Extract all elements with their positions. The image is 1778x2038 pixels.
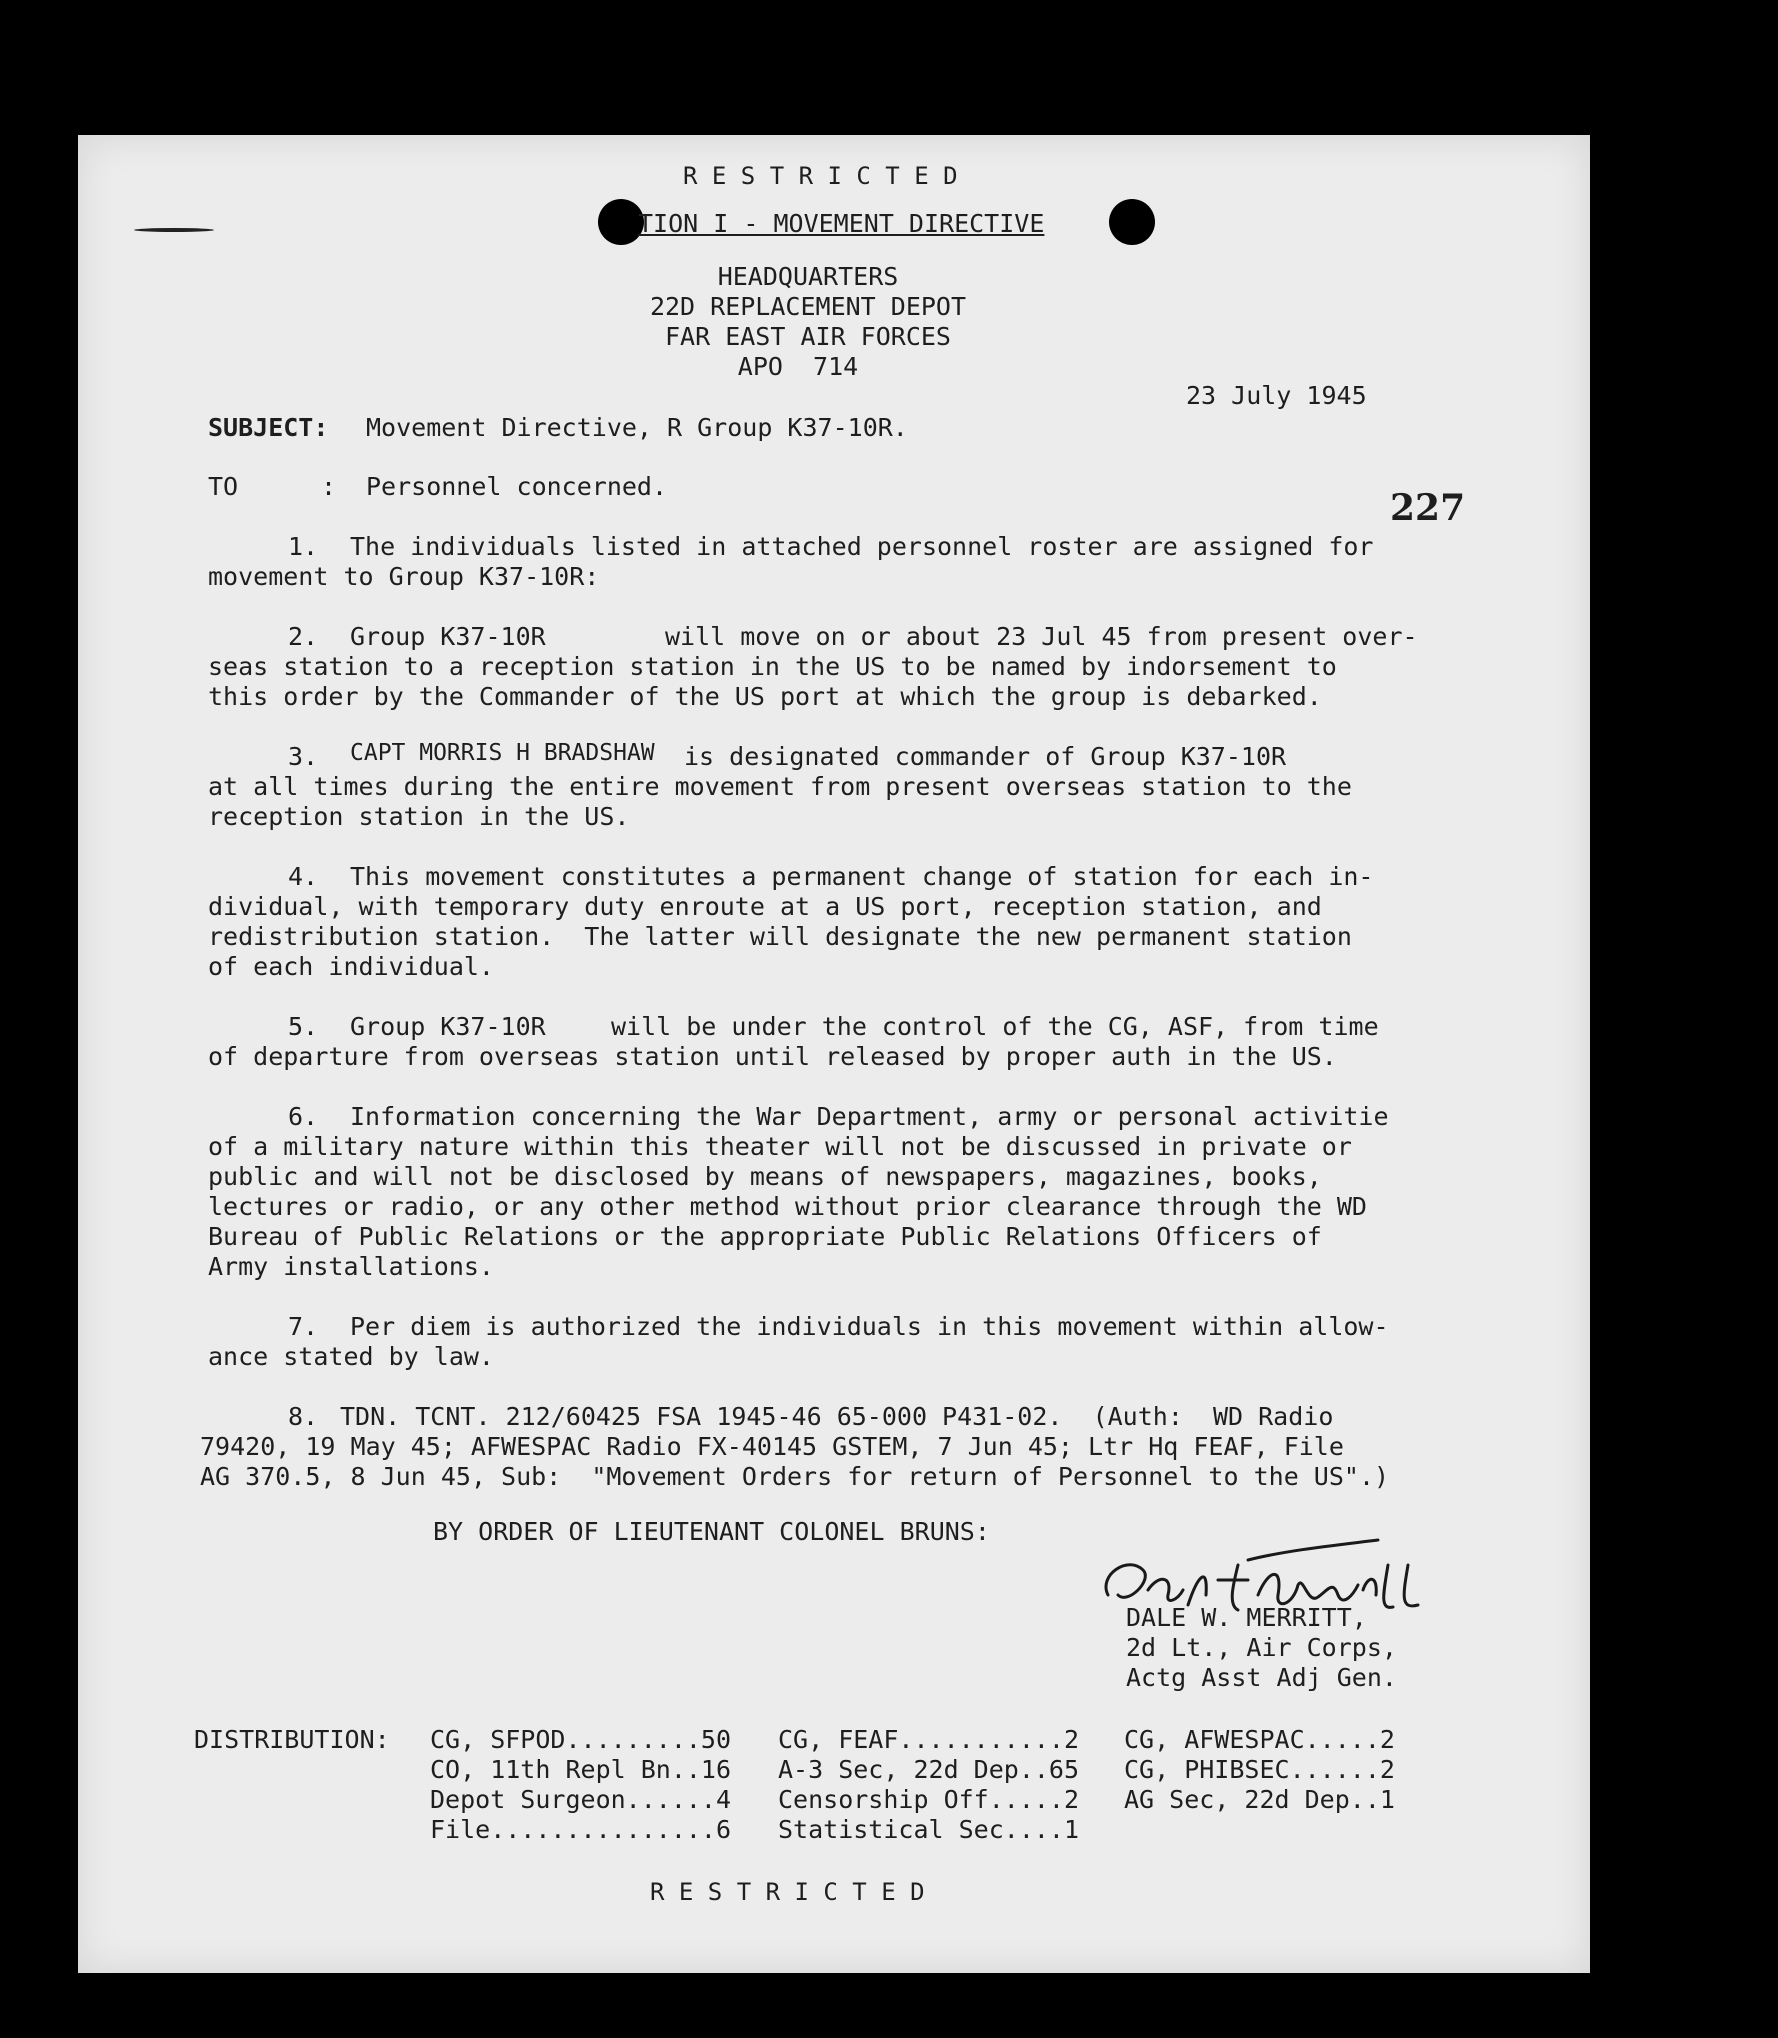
distribution-col1-row1: CG, SFPOD.........50 [430, 1725, 732, 1754]
punch-hole-right [1109, 199, 1155, 245]
para-6-line-6: Army installations. [208, 1252, 494, 1281]
para-6-num: 6. [288, 1102, 319, 1131]
para-5-line-1: of departure from overseas station until released by proper auth in the US. [208, 1042, 1337, 1071]
classification-bottom: R E S T R I C T E D [650, 1878, 925, 1906]
para-2-rest: will move on or about 23 Jul 45 from present over- [665, 622, 1418, 651]
para-3-commander: CAPT MORRIS H BRADSHAW [350, 740, 655, 766]
para-3-line-1: at all times during the entire movement from present overseas station to the [208, 772, 1352, 801]
distribution-col3-row2: CG, PHIBSEC......2 [1124, 1755, 1395, 1784]
para-1-line-1: The individuals listed in attached personnel roster are assigned for [350, 532, 1374, 561]
signer-title: Actg Asst Adj Gen. [1126, 1663, 1397, 1692]
para-1-num: 1. [288, 532, 319, 561]
to-colon: : [321, 472, 337, 501]
hq-line-3: FAR EAST AIR FORCES [665, 322, 951, 351]
order-line: BY ORDER OF LIEUTENANT COLONEL BRUNS: [433, 1517, 990, 1546]
document-date: 23 July 1945 [1186, 381, 1367, 410]
para-3-rest: is designated commander of Group K37-10R [684, 742, 1287, 771]
distribution-col1-row4: File...............6 [430, 1815, 732, 1844]
distribution-col2-row1: CG, FEAF...........2 [778, 1725, 1080, 1754]
smudge [134, 228, 214, 232]
para-3-line-2: reception station in the US. [208, 802, 630, 831]
para-8-num: 8. [288, 1402, 319, 1431]
para-6-line-4: lectures or radio, or any other method without prior clearance through the WD [208, 1192, 1367, 1221]
para-4-num: 4. [288, 862, 319, 891]
hq-line-4: APO 714 [737, 352, 859, 381]
para-8-line-1: TDN. TCNT. 212/60425 FSA 1945-46 65-000 P431-02. (Auth: WD Radio [340, 1402, 1334, 1431]
hq-line-2: 22D REPLACEMENT DEPOT [649, 292, 967, 321]
para-4-line-1: This movement constitutes a permanent change of station for each in- [350, 862, 1374, 891]
classification-top: R E S T R I C T E D [683, 162, 958, 190]
distribution-col3-row1: CG, AFWESPAC.....2 [1124, 1725, 1395, 1754]
para-8-line-2: 79420, 19 May 45; AFWESPAC Radio FX-40145 GSTEM, 7 Jun 45; Ltr Hq FEAF, File [200, 1432, 1344, 1461]
distribution-col1-row2: CO, 11th Repl Bn..16 [430, 1755, 732, 1784]
subject-text: Movement Directive, R Group K37-10R. [366, 413, 908, 442]
signer-name: DALE W. MERRITT, [1126, 1603, 1367, 1632]
para-4-line-2: dividual, with temporary duty enroute at a US port, reception station, and [208, 892, 1322, 921]
para-6-line-5: Bureau of Public Relations or the appropriate Public Relations Officers of [208, 1222, 1322, 1251]
distribution-col1-row3: Depot Surgeon......4 [430, 1785, 732, 1814]
para-2-line-2: this order by the Commander of the US port at which the group is debarked. [208, 682, 1322, 711]
para-2-line-1: seas station to a reception station in the US to be named by indorsement to [208, 652, 1337, 681]
para-5-rest: will be under the control of the CG, ASF, from time [611, 1012, 1379, 1041]
para-8-line-3: AG 370.5, 8 Jun 45, Sub: "Movement Orders for return of Personnel to the US".) [200, 1462, 1390, 1491]
distribution-col2-row4: Statistical Sec....1 [778, 1815, 1080, 1844]
distribution-col2-row2: A-3 Sec, 22d Dep..65 [778, 1755, 1080, 1784]
para-7-line-2: ance stated by law. [208, 1342, 494, 1371]
para-4-line-3: redistribution station. The latter will designate the new permanent station [208, 922, 1352, 951]
para-5-num: 5. [288, 1012, 319, 1041]
to-label: TO [208, 472, 239, 501]
to-text: Personnel concerned. [366, 472, 668, 501]
para-6-line-1: Information concerning the War Department, army or personal activitie [350, 1102, 1389, 1131]
distribution-col3-row3: AG Sec, 22d Dep..1 [1124, 1785, 1395, 1814]
document-page [78, 135, 1590, 1973]
para-2-group: Group K37-10R [350, 622, 546, 651]
distribution-label: DISTRIBUTION: [194, 1725, 390, 1754]
para-3-num: 3. [288, 742, 319, 771]
para-5-group: Group K37-10R [350, 1012, 546, 1041]
hq-line-1: HEADQUARTERS [717, 262, 899, 291]
section-title: TION I - MOVEMENT DIRECTIVE [638, 209, 1045, 238]
para-7-line-1: Per diem is authorized the individuals in this movement within allow- [350, 1312, 1389, 1341]
distribution-col2-row3: Censorship Off.....2 [778, 1785, 1080, 1814]
para-6-line-2: of a military nature within this theater will not be discussed in private or [208, 1132, 1352, 1161]
para-4-line-4: of each individual. [208, 952, 494, 981]
para-7-num: 7. [288, 1312, 319, 1341]
para-6-line-3: public and will not be disclosed by means of newspapers, magazines, books, [208, 1162, 1322, 1191]
para-1-line-2: movement to Group K37-10R: [208, 562, 600, 591]
subject-label: SUBJECT: [208, 413, 329, 442]
para-2-num: 2. [288, 622, 319, 651]
signer-rank: 2d Lt., Air Corps, [1126, 1633, 1397, 1662]
page-number: 227 [1390, 487, 1466, 529]
